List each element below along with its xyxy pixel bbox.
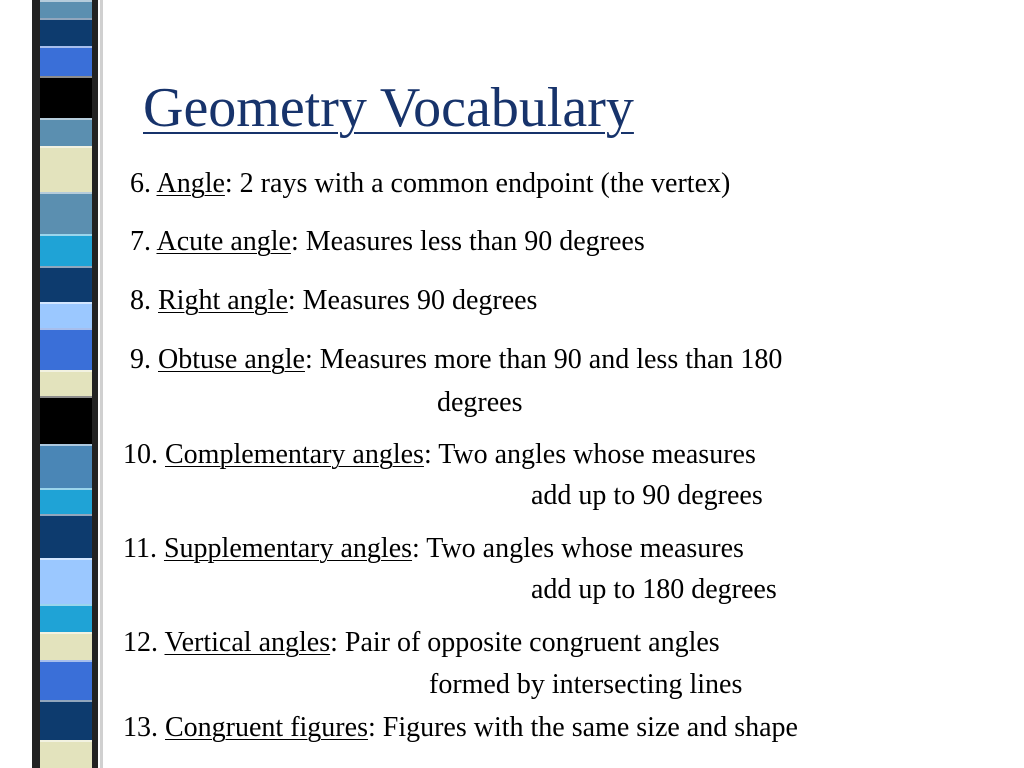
stripe-separator	[40, 740, 92, 742]
stripe-separator	[40, 558, 92, 560]
stripe-separator	[40, 700, 92, 702]
item-definition: : Two angles whose measures	[423, 439, 756, 470]
vocab-item-7	[130, 228, 645, 256]
stripe-separator	[40, 514, 92, 516]
stripe-block	[40, 444, 92, 488]
stripe-block	[40, 660, 92, 700]
stripe-separator	[40, 76, 92, 78]
item-term: Complementary angles	[165, 439, 424, 470]
item-term: Supplementary angles	[163, 533, 413, 564]
stripe-separator	[40, 0, 92, 2]
item-definition-continuation: degrees	[437, 387, 523, 418]
vocab-item-8	[130, 287, 537, 315]
stripe-separator	[40, 266, 92, 268]
stripe-block	[40, 488, 92, 514]
item-definition: : Measures 90 degrees	[287, 285, 538, 316]
stripe-block	[40, 0, 92, 18]
stripe-separator	[40, 444, 92, 446]
stripe-block	[40, 396, 92, 444]
item-number: 12.	[123, 627, 158, 658]
item-number: 7.	[130, 226, 151, 257]
item-number: 8.	[130, 285, 151, 316]
item-number: 13.	[123, 712, 158, 743]
stripe-edge	[32, 0, 40, 768]
stripe-edge	[100, 0, 103, 768]
item-definition-continuation: add up to 180 degrees	[531, 574, 777, 605]
item-number: 11.	[123, 533, 157, 564]
item-definition: : 2 rays with a common endpoint (the vertex)	[224, 168, 731, 199]
stripe-block	[40, 18, 92, 46]
stripe-block	[40, 46, 92, 76]
item-term: Vertical angles	[164, 627, 331, 658]
item-definition: : Figures with the same size and shape	[367, 712, 798, 743]
vocab-item-12	[123, 629, 720, 657]
stripe-block	[40, 558, 92, 604]
stripe-block	[40, 370, 92, 396]
stripe-separator	[40, 328, 92, 330]
stripe-separator	[40, 660, 92, 662]
item-term: Angle	[156, 168, 225, 199]
item-number: 10.	[123, 439, 158, 470]
stripe-edge	[92, 0, 98, 768]
stripe-separator	[40, 118, 92, 120]
stripe-block	[40, 328, 92, 370]
stripe-separator	[40, 146, 92, 148]
stripe-separator	[40, 396, 92, 398]
stripe-separator	[40, 488, 92, 490]
item-term: Congruent figures	[165, 712, 368, 743]
page-title: Geometry Vocabulary	[143, 77, 634, 139]
item-definition-continuation: formed by intersecting lines	[429, 669, 743, 700]
stripe-separator	[40, 302, 92, 304]
item-definition: : Measures more than 90 and less than 180	[304, 344, 783, 375]
stripe-block	[40, 632, 92, 660]
vocab-item-13	[123, 714, 798, 742]
vocab-item-10	[123, 441, 756, 469]
item-definition-continuation: add up to 90 degrees	[531, 480, 763, 511]
stripe-block	[40, 234, 92, 266]
item-number: 6.	[130, 168, 151, 199]
stripe-block	[40, 700, 92, 740]
vocab-item-11	[123, 535, 744, 563]
stripe-block	[40, 146, 92, 192]
stripe-block	[40, 604, 92, 632]
decorative-stripe	[0, 0, 120, 768]
stripe-block	[40, 76, 92, 118]
stripe-separator	[40, 234, 92, 236]
stripe-separator	[40, 370, 92, 372]
stripe-block	[40, 514, 92, 558]
vocab-item-9	[130, 346, 782, 374]
stripe-separator	[40, 604, 92, 606]
stripe-separator	[40, 46, 92, 48]
stripe-separator	[40, 18, 92, 20]
item-term: Acute angle	[156, 226, 291, 257]
stripe-block	[40, 192, 92, 234]
item-term: Right angle	[158, 285, 288, 316]
stripe-block	[40, 266, 92, 302]
vocab-item-6	[130, 170, 730, 198]
stripe-separator	[40, 632, 92, 634]
stripe-block	[40, 740, 92, 768]
stripe-block	[40, 118, 92, 146]
item-definition: : Two angles whose measures	[412, 533, 744, 564]
stripe-block	[40, 302, 92, 328]
item-term: Obtuse angle	[158, 344, 305, 375]
item-number: 9.	[130, 344, 151, 375]
item-definition: : Measures less than 90 degrees	[290, 226, 645, 257]
item-definition: : Pair of opposite congruent angles	[330, 627, 720, 658]
stripe-separator	[40, 192, 92, 194]
